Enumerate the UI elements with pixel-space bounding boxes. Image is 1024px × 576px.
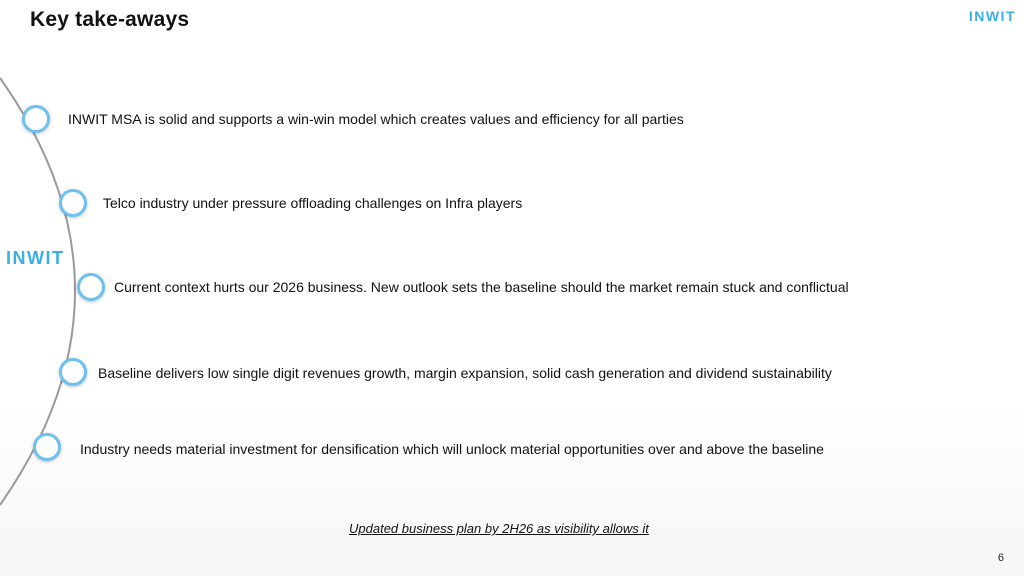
takeaway-1: INWIT MSA is solid and supports a win-win model which creates values and efficiency for all parties: [68, 111, 684, 127]
bullet-5-icon: [33, 433, 61, 461]
takeaway-4: Baseline delivers low single digit revenues growth, margin expansion, solid cash generation and dividend sustainability: [98, 365, 832, 381]
footer-note: Updated business plan by 2H26 as visibility allows it: [349, 521, 649, 536]
page-title: Key take-aways: [30, 8, 190, 31]
takeaway-3: Current context hurts our 2026 business. New outlook sets the baseline should the market remain stuck and conflictual: [114, 279, 849, 295]
takeaway-5: Industry needs material investment for densification which will unlock material opportunities over and above the baseline: [80, 441, 824, 457]
bullet-3-icon: [77, 273, 105, 301]
inwit-side-logo: INWIT: [6, 248, 65, 268]
bullet-2-icon: [59, 189, 87, 217]
bullet-4-icon: [59, 358, 87, 386]
takeaway-2: Telco industry under pressure offloading challenges on Infra players: [103, 195, 523, 211]
inwit-logo: INWIT: [968, 8, 1016, 24]
bullet-1-icon: [22, 105, 50, 133]
page-number: 6: [997, 552, 1004, 564]
